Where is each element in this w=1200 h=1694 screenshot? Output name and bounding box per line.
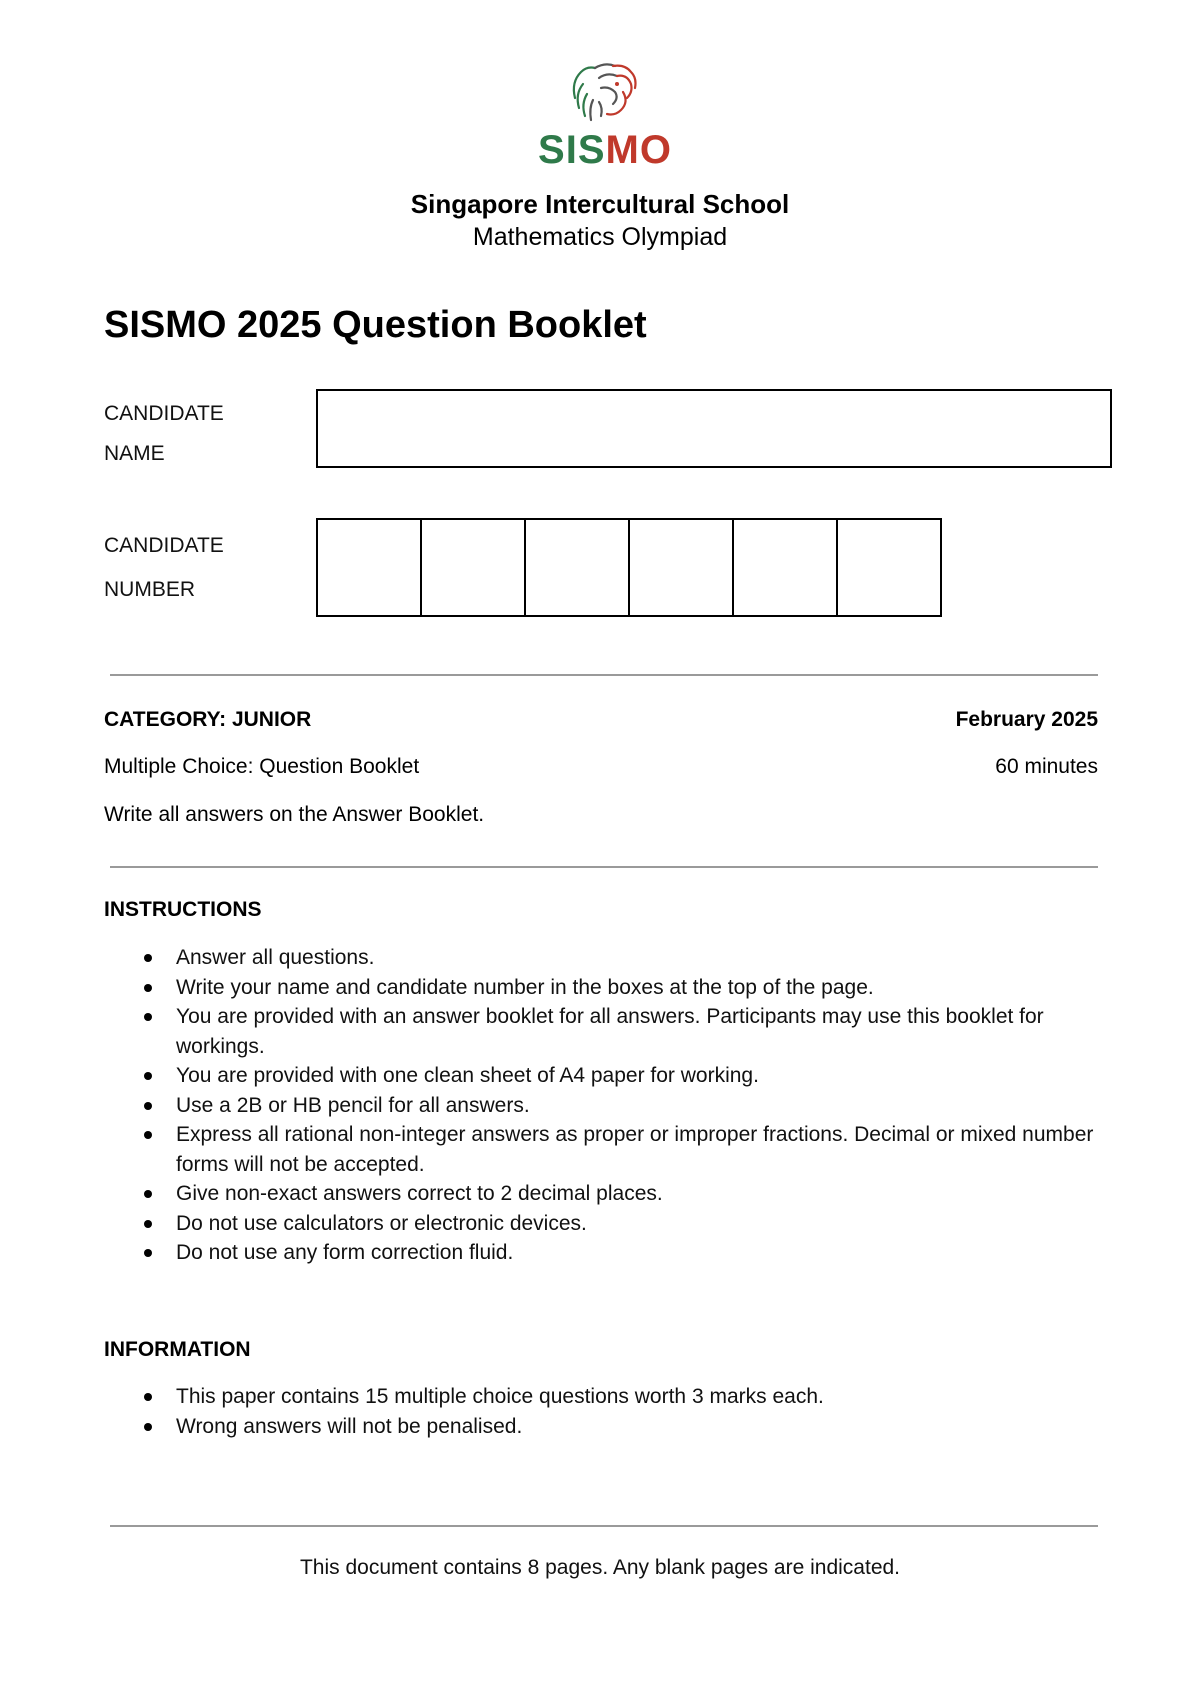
instructions-list (104, 943, 1104, 1268)
bullet-icon (144, 1013, 152, 1021)
candidate-number-label-line2: NUMBER (104, 578, 196, 601)
list-item: Answer all questions. (104, 943, 1104, 973)
information-heading: INFORMATION (104, 1338, 251, 1361)
candidate-number-field (316, 518, 942, 617)
bullet-icon (144, 954, 152, 962)
bullet-icon (144, 1220, 152, 1228)
page-count-note: This document contains 8 pages. Any blank pages are indicated. (299, 1556, 901, 1579)
bullet-icon (144, 1102, 152, 1110)
list-item: Give non-exact answers correct to 2 decimal places. (104, 1179, 1104, 1209)
candidate-number-cell[interactable] (526, 520, 630, 615)
list-item: Write your name and candidate number in the boxes at the top of the page. (104, 973, 1104, 1003)
page-title: SISMO 2025 Question Booklet (104, 304, 647, 346)
olympiad-subtitle: Mathematics Olympiad (472, 223, 728, 251)
logo-text-green: SIS (538, 128, 606, 172)
list-item: Wrong answers will not be penalised. (104, 1412, 1104, 1442)
divider (110, 866, 1098, 868)
candidate-number-label-line1: CANDIDATE (104, 534, 224, 557)
candidate-number-cell[interactable] (318, 520, 422, 615)
instructions-heading: INSTRUCTIONS (104, 898, 262, 921)
bullet-icon (144, 1131, 152, 1139)
candidate-name-label-line1: CANDIDATE (104, 402, 224, 425)
logo-wordmark (530, 128, 680, 172)
list-item: You are provided with one clean sheet of A4 paper for working. (104, 1061, 1104, 1091)
candidate-number-cell[interactable] (422, 520, 526, 615)
candidate-name-label-line2: NAME (104, 442, 165, 465)
bullet-icon (144, 1249, 152, 1257)
bullet-icon (144, 1072, 152, 1080)
list-item: Do not use any form correction fluid. (104, 1238, 1104, 1268)
category-label: CATEGORY: JUNIOR (104, 708, 312, 731)
lion-head-icon (565, 58, 645, 128)
divider (110, 1525, 1098, 1527)
candidate-number-cell[interactable] (630, 520, 734, 615)
divider (110, 674, 1098, 676)
list-item: You are provided with an answer booklet for all answers. Participants may use this booklet for workings. (104, 1002, 1104, 1061)
logo-text-red: MO (605, 128, 672, 172)
list-item: Express all rational non-integer answers as proper or improper fractions. Decimal or mixed number forms will not be accepted. (104, 1120, 1104, 1179)
school-name: Singapore Intercultural School (410, 189, 790, 219)
list-item: Use a 2B or HB pencil for all answers. (104, 1091, 1104, 1121)
candidate-number-cell[interactable] (838, 520, 942, 615)
candidate-number-cell[interactable] (734, 520, 838, 615)
bullet-icon (144, 984, 152, 992)
candidate-name-field[interactable] (316, 389, 1112, 468)
information-list (104, 1382, 1104, 1441)
paper-type: Multiple Choice: Question Booklet (104, 755, 420, 778)
list-item: This paper contains 15 multiple choice questions worth 3 marks each. (104, 1382, 1104, 1412)
bullet-icon (144, 1423, 152, 1431)
bullet-icon (144, 1393, 152, 1401)
exam-date: February 2025 (955, 708, 1098, 731)
list-item: Do not use calculators or electronic devices. (104, 1209, 1104, 1239)
answer-note: Write all answers on the Answer Booklet. (104, 803, 485, 826)
bullet-icon (144, 1190, 152, 1198)
exam-duration: 60 minutes (995, 755, 1098, 778)
sismo-logo (530, 58, 680, 176)
